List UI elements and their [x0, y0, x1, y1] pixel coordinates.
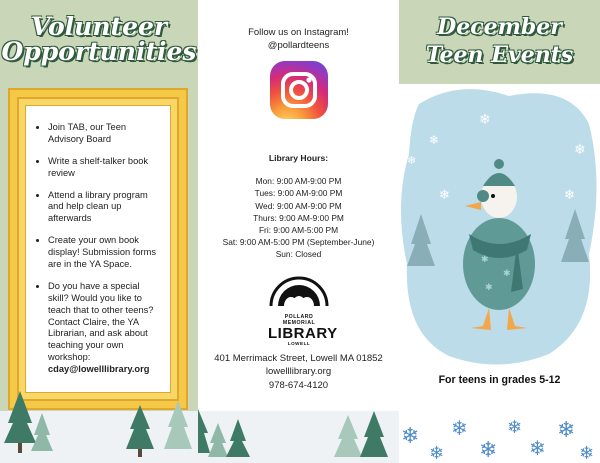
- library-hours: [198, 152, 399, 260]
- hours-row: Sat: 9:00 AM-5:00 PM (September-June): [222, 236, 375, 247]
- pine-tree: [126, 405, 154, 457]
- snowflake-row: [399, 405, 600, 463]
- pine-tree: [360, 411, 388, 457]
- svg-text:✱: ✱: [503, 269, 511, 279]
- winter-scene: [399, 84, 600, 374]
- pine-trees-left: [0, 383, 198, 463]
- snowflake-icon: ❄: [579, 443, 595, 463]
- library-logo: [268, 268, 338, 346]
- list-item: • Create your own book display! Submission forms are in the YA Space.: [48, 235, 160, 271]
- middle-panel: [198, 0, 399, 463]
- list-item: [48, 281, 160, 376]
- list-item: • Attend a library program and help clean up afterwards: [48, 190, 160, 226]
- snowflake-icon: ❄: [479, 438, 498, 463]
- snowflake-icon: ❄: [557, 418, 576, 443]
- contact-block: [198, 352, 399, 392]
- hours-row: Fri: 9:00 AM-5:00 PM: [258, 224, 339, 235]
- list-item: • Join TAB, our Teen Advisory Board: [48, 122, 160, 146]
- events-title-line2: Teen Events: [425, 41, 574, 68]
- pine-tree: [4, 391, 36, 453]
- instagram-prompt: Follow us on Instagram!: [248, 27, 349, 38]
- volunteer-title-line2: Opportunities: [1, 37, 197, 66]
- snowflake-icon: ❄: [429, 133, 440, 147]
- svg-text:✱: ✱: [481, 255, 489, 265]
- pine-trees-middle: [198, 393, 399, 463]
- logo-line3: LOWELL: [287, 341, 311, 346]
- pine-tree: [226, 419, 250, 457]
- snowflake-icon: ❄: [479, 112, 491, 128]
- hours-row: Tues: 9:00 AM-9:00 PM: [254, 188, 343, 199]
- library-dome-icon: [268, 268, 330, 308]
- frame-border: [17, 97, 179, 401]
- volunteer-box: [25, 105, 171, 393]
- hours-title: Library Hours:: [268, 153, 329, 163]
- address: 401 Merrimack Street, Lowell MA 01852: [214, 353, 383, 364]
- logo-line1: POLLARD MEMORIAL: [282, 314, 316, 326]
- hours-row: Wed: 9:00 AM-9:00 PM: [255, 200, 342, 211]
- snowflake-icon: ❄: [564, 188, 575, 203]
- hours-row: Sun: Closed: [275, 248, 322, 259]
- snowflake-icon: ❄: [439, 188, 450, 203]
- pine-tree: [208, 423, 228, 457]
- hours-row: Thurs: 9:00 AM-9:00 PM: [253, 212, 344, 223]
- instagram-block: [198, 26, 399, 53]
- pine-tree: [334, 415, 362, 457]
- grade-range: For teens in grades 5-12: [438, 374, 561, 386]
- svg-text:✱: ✱: [485, 283, 493, 293]
- snowflake-icon: ❄: [529, 436, 546, 460]
- list-item: • Write a shelf-talker book review: [48, 156, 160, 180]
- snowflake-icon: ❄: [401, 424, 420, 449]
- logo-line2: LIBRARY: [268, 325, 338, 342]
- website-link[interactable]: lowelllibrary.org: [265, 366, 332, 378]
- instagram-icon[interactable]: [270, 61, 328, 119]
- left-panel: [0, 0, 198, 463]
- instagram-handle[interactable]: @pollardteens: [267, 40, 330, 52]
- right-panel: [399, 0, 600, 463]
- snowflake-icon: ❄: [574, 142, 586, 158]
- pine-tree: [31, 413, 53, 451]
- snowflake-icon: ❄: [407, 154, 417, 167]
- events-header: [399, 0, 600, 84]
- pine-tree: [198, 409, 210, 453]
- pine-tree: [164, 401, 192, 449]
- phone-number: 978-674-4120: [268, 379, 329, 391]
- goose-illustration: [399, 84, 600, 374]
- volunteer-title-line1: Volunteer: [30, 12, 168, 41]
- volunteer-title: [0, 14, 198, 64]
- snowflake-icon: ❄: [507, 417, 523, 438]
- hours-row: Mon: 9:00 AM-9:00 PM: [255, 176, 342, 187]
- contact-email[interactable]: cday@lowelllibrary.org: [48, 364, 150, 375]
- skill-text: Do you have a special skill? Would you like to teach that to other teens? Contact Claire, the YA Librarian, and ask about teaching your own workshop:: [48, 280, 154, 363]
- events-title: [399, 14, 600, 69]
- volunteer-frame: [8, 88, 188, 410]
- volunteer-list: [26, 106, 170, 376]
- snowflake-icon: ❄: [451, 416, 468, 440]
- snowflake-icon: ❄: [429, 443, 445, 463]
- events-title-line1: December: [437, 14, 562, 40]
